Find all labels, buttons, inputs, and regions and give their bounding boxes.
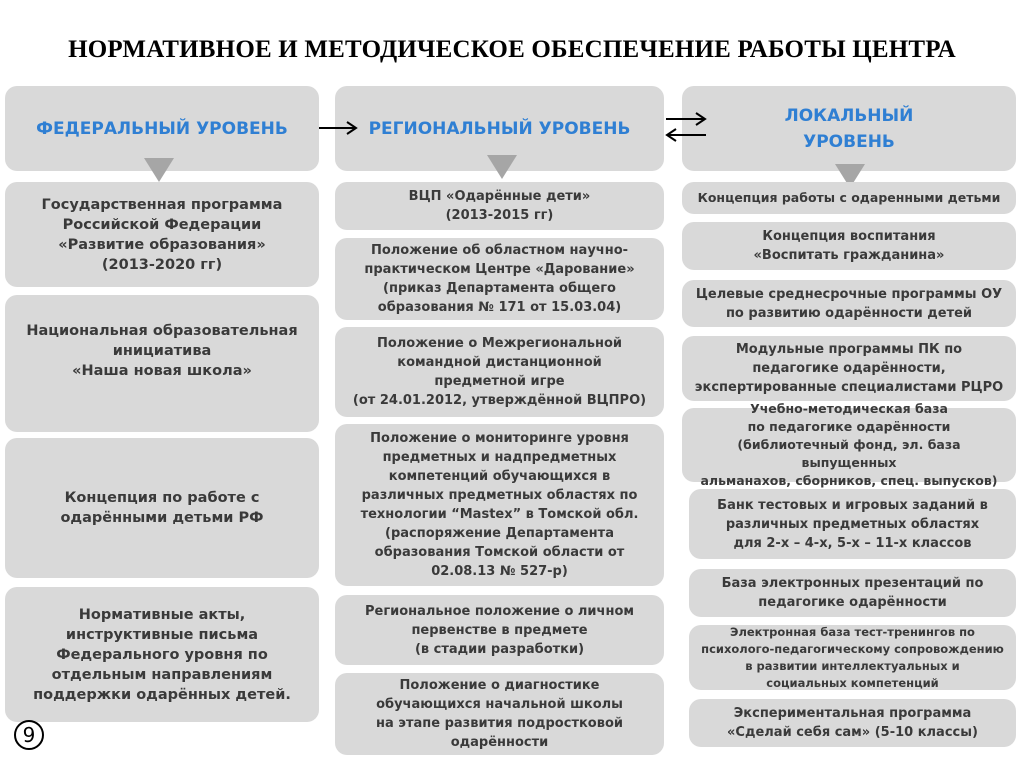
text-line: образования Томской области от <box>374 545 625 560</box>
text-line: психолого-педагогическому сопровождению <box>701 641 1004 656</box>
local-level-label-line1: ЛОКАЛЬНЫЙ <box>784 105 914 126</box>
text-line: одарённости <box>450 735 549 750</box>
text-line: Нормативные акты, <box>78 606 246 623</box>
regional-item <box>335 238 664 320</box>
regional-item <box>335 424 664 586</box>
local-item <box>689 625 1016 690</box>
regional-item <box>335 595 664 665</box>
local-item <box>689 569 1016 617</box>
text-line: альманахов, сборников, спец. выпусков) <box>700 473 998 488</box>
regional-item <box>335 182 664 230</box>
text-line: (библиотечный фонд, эл. база выпущенных <box>737 437 961 470</box>
text-line: на этапе развития подростковой <box>375 716 623 731</box>
text-line: компетенций обучающихся в <box>388 469 611 484</box>
text-line: Экспериментальная программа <box>733 706 972 721</box>
local-item <box>682 336 1016 401</box>
regional-item <box>335 673 664 755</box>
text-line: инициатива <box>112 342 212 359</box>
text-line: Положение об областном научно- <box>370 243 629 258</box>
text-line: различных предметных областях <box>725 516 980 532</box>
right-arrow-icon <box>319 121 359 135</box>
text-line: практическом Центре «Дарование» <box>364 262 635 277</box>
text-line: (2013-2015 гг) <box>445 208 554 223</box>
text-line: База электронных презентаций по <box>721 576 984 591</box>
federal-item <box>5 182 319 287</box>
text-line: по педагогике одарённости <box>747 419 951 434</box>
text-line: поддержки одарённых детей. <box>33 686 291 703</box>
federal-level-label: ФЕДЕРАЛЬНЫЙ УРОВЕНЬ <box>36 118 288 139</box>
text-line: Концепция работы с одаренными детьми <box>697 190 1001 205</box>
regional-down-triangle-icon <box>487 155 517 179</box>
local-item <box>682 182 1016 214</box>
local-item <box>689 489 1016 559</box>
page-title: НОРМАТИВНОЕ И МЕТОДИЧЕСКОЕ ОБЕСПЕЧЕНИЕ РАБОТЫ ЦЕНТРА <box>68 36 956 63</box>
local-item <box>682 401 1016 488</box>
text-line: предметной игре <box>434 374 565 389</box>
text-line: Национальная образовательная <box>26 322 298 339</box>
text-line: Целевые среднесрочные программы ОУ <box>695 286 1003 302</box>
text-line: Государственная программа <box>41 196 283 213</box>
local-level-label-line2: УРОВЕНЬ <box>803 131 895 152</box>
text-line: «Наша новая школа» <box>72 362 252 379</box>
text-line: Положение о диагностике <box>399 678 600 693</box>
federal-item <box>5 295 319 432</box>
text-line: (от 24.01.2012, утверждённой ВЦПРО) <box>352 393 647 408</box>
text-line: одарёнными детьми РФ <box>60 510 264 526</box>
bidirectional-arrows-icon <box>664 112 708 142</box>
federal-down-triangle-icon <box>144 158 174 182</box>
text-line: Учебно-методическая база <box>750 401 948 416</box>
text-line: социальных компетенций <box>766 675 939 690</box>
regional-level-label: РЕГИОНАЛЬНЫЙ УРОВЕНЬ <box>368 118 631 139</box>
text-line: для 2-х – 4-х, 5-х – 11-х классов <box>733 535 972 551</box>
text-line: Положение о Межрегиональной <box>376 336 623 351</box>
text-line: экспертированные специалистами РЦРО <box>694 380 1004 395</box>
text-line: в развитии интеллектуальных и <box>745 658 960 673</box>
text-line: (в стадии разработки) <box>414 641 585 657</box>
text-line: Российской Федерации <box>62 216 262 233</box>
text-line: «Воспитать гражданина» <box>753 248 945 263</box>
text-line: образования № 171 от 15.03.04) <box>377 300 622 315</box>
text-line: педагогике одарённости <box>758 595 947 610</box>
text-line: Федерального уровня по <box>56 646 268 663</box>
text-line: «Развитие образования» <box>58 236 266 253</box>
slide-number-badge: 9 <box>14 720 44 750</box>
text-line: Банк тестовых и игровых заданий в <box>717 497 988 513</box>
text-line: командной дистанционной <box>397 355 602 370</box>
text-line: Концепция по работе с <box>64 490 260 506</box>
federal-item <box>5 587 319 722</box>
text-line: (2013-2020 гг) <box>101 256 223 273</box>
text-line: ВЦП «Одарённые дети» <box>408 189 591 204</box>
text-line: технологии “Mastex” в Томской обл. <box>360 507 639 522</box>
text-line: (распоряжение Департамента <box>385 526 614 541</box>
text-line: первенстве в предмете <box>411 622 588 638</box>
local-item <box>682 222 1016 270</box>
local-item <box>682 280 1016 327</box>
local-level-header <box>682 86 1016 171</box>
text-line: Электронная база тест-тренингов по <box>730 624 975 639</box>
text-line: по развитию одарённости детей <box>725 305 973 321</box>
federal-item <box>5 438 319 578</box>
text-line: Региональное положение о личном <box>364 603 635 619</box>
text-line: педагогике одарённости, <box>752 361 946 376</box>
text-line: 02.08.13 № 527-р) <box>431 564 568 579</box>
text-line: инструктивные письма <box>65 626 259 643</box>
text-line: отдельным направлениям <box>51 666 273 683</box>
text-line: (приказ Департамента общего <box>383 281 616 296</box>
text-line: Концепция воспитания <box>762 229 936 244</box>
local-item <box>689 699 1016 747</box>
text-line: предметных и надпредметных <box>382 450 617 465</box>
text-line: Модульные программы ПК по <box>735 342 963 357</box>
text-line: обучающихся начальной школы <box>376 697 623 712</box>
regional-item <box>335 327 664 417</box>
text-line: «Сделай себя сам» (5-10 классы) <box>727 725 978 740</box>
text-line: Положение о мониторинге уровня <box>370 431 629 446</box>
text-line: различных предметных областях по <box>361 488 638 503</box>
